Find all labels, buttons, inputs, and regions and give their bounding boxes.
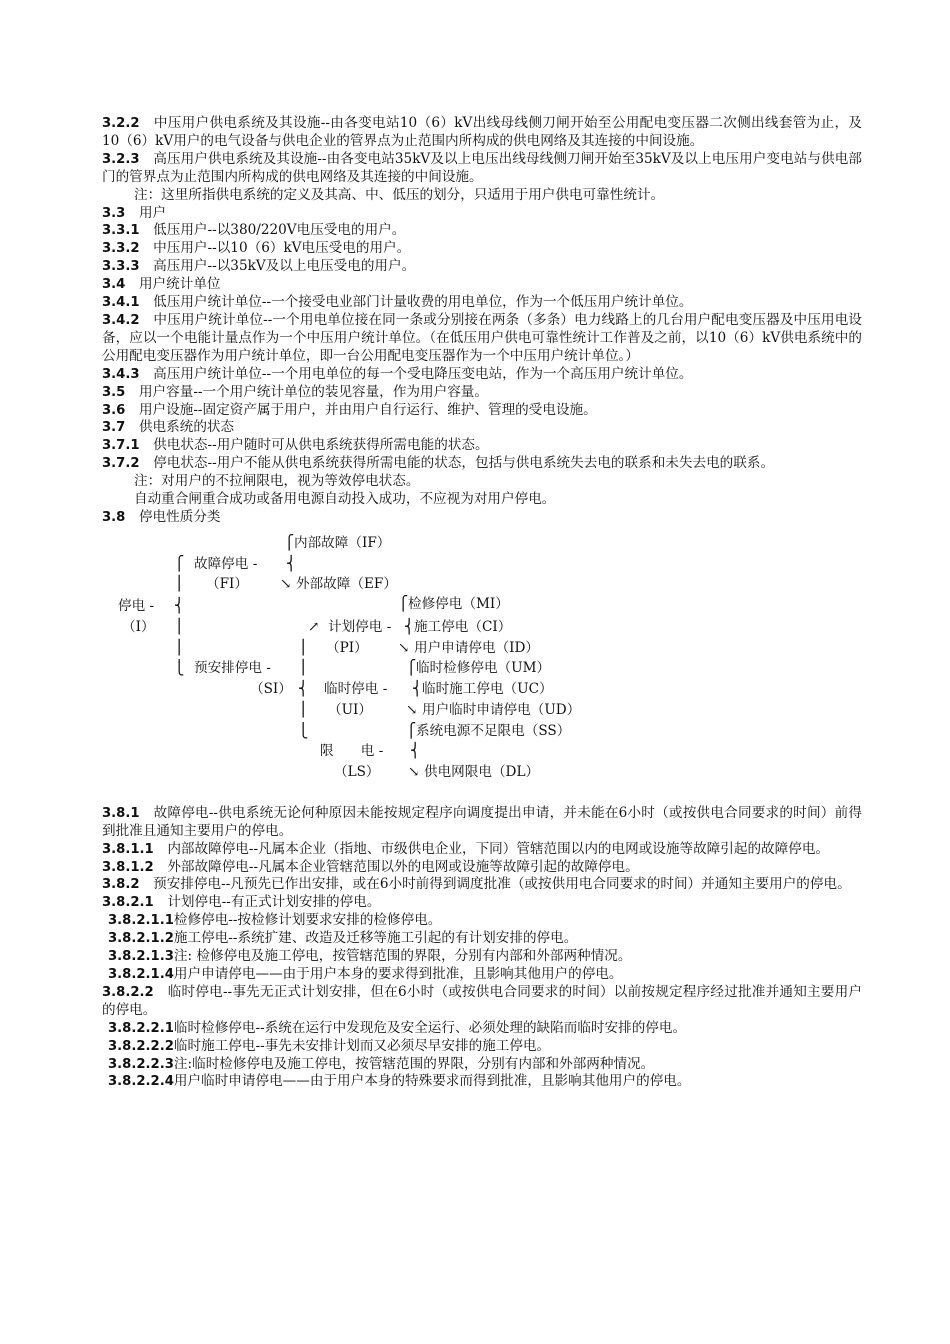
brace: ⎧: [398, 595, 409, 612]
clause-number: 3.8.1: [102, 805, 140, 821]
clause-text: 用户临时申请停电——由于用户本身的特殊要求而得到批准，且影响其他用户的停电。: [173, 1073, 691, 1090]
clause-text: 用户: [138, 204, 167, 221]
paragraph: [102, 1020, 862, 1038]
clause-text: 低压用户--以380/220V电压受电的用户。: [153, 222, 406, 239]
paragraph: [102, 151, 862, 187]
planned-outage-label: 计划停电 -: [328, 618, 392, 635]
paragraph: [102, 1056, 862, 1074]
brace: ⎪: [174, 639, 185, 656]
clause-text: 预安排停电--凡预先已作出安排，或在6小时前得到调度批准（或按供用电合同要求的时间）并通知主要用户的停电。: [153, 876, 851, 893]
clause-number: 3.4.3: [102, 366, 140, 382]
brace: ⎪: [298, 639, 309, 656]
system-shortage-limit-label: 系统电源不足限电（SS）: [416, 722, 571, 739]
paragraph: [102, 1073, 862, 1091]
maintenance-outage-label: 检修停电（MI）: [408, 595, 509, 612]
clause-text: 注:临时检修停电及施工停电，按管辖范围的界限，分别有内部和外部两种情况。: [173, 1055, 655, 1072]
outage-root-code: （I）: [122, 618, 155, 635]
clause-text: 中压用户--以10（6）kV电压受电的用户。: [153, 240, 411, 257]
internal-fault-label: 内部故障（IF）: [294, 534, 391, 551]
paragraph: [102, 455, 862, 473]
paragraph: [102, 1038, 862, 1056]
limit-label: 限 电 -: [320, 742, 384, 759]
paragraph: [102, 876, 862, 894]
document-body: [102, 115, 862, 1091]
clause-number: 3.3.1: [102, 223, 140, 239]
temp-maintenance-outage-label: 临时检修停电（UM）: [416, 659, 551, 676]
clause-text: 停电状态--用户不能从供电系统获得所需电能的状态，包括与供电系统失去电的联系和未失去电的联系。: [153, 455, 775, 472]
clause-number: 3.8.1.2: [102, 859, 154, 875]
brace: ⎨: [412, 680, 423, 697]
clause-number: 3.8: [102, 509, 126, 525]
paragraph: [102, 240, 862, 258]
brace: ⎨: [174, 597, 185, 614]
paragraph: [102, 894, 862, 912]
paragraph: [102, 841, 862, 859]
paragraph: [102, 509, 862, 527]
clause-text: 临时停电--事先无正式计划安排，但在6小时（或按供电合同要求的时间）以前按规定程序经过批准并通知主要用户的停电。: [102, 983, 862, 1018]
paragraph: [102, 473, 862, 491]
paragraph: [102, 294, 862, 312]
paragraph: [102, 930, 862, 948]
brace: ⎪: [174, 575, 185, 592]
clause-text: 低压用户统计单位--一个接受电业部门计量收费的用电单位，作为一个低压用户统计单位。: [153, 294, 693, 311]
clause-text: 高压用户供电系统及其设施--由各变电站35kV及以上电压出线母线侧刀闸开始至35kV及以上电压用户变电站与供电部门的管界点为止范围内所构成的供电网络及其连接的中间设施。: [102, 150, 863, 185]
clause-text: 中压用户供电系统及其设施--由各变电站10（6）kV出线母线侧刀闸开始至公用配电变压器二次侧出线套管为止，及10（6）kV用户的电气设备与供电企业的管界点为止范围内所构成的供电网络及其连接的中间设施。: [102, 115, 863, 149]
paragraph: [102, 312, 862, 366]
clause-text: 注：对用户的不拉闸限电，视为等效停电状态。: [134, 473, 420, 490]
clause-text: 供电系统的状态: [138, 419, 235, 436]
clause-text: 注：这里所指供电系统的定义及其高、中、低压的划分，只适用于用户供电可靠性统计。: [134, 186, 665, 203]
clause-text: 临时施工停电--事先未安排计划而又必须尽早安排的施工停电。: [173, 1037, 551, 1054]
paragraph: [102, 384, 862, 402]
arrow-down-right-icon: ↘: [408, 763, 420, 780]
brace: ⎩: [174, 659, 185, 676]
arrow-up-right-icon: ↗: [308, 618, 320, 635]
grid-limit-label: 供电网限电（DL）: [424, 763, 540, 780]
outage-classification-diagram: [102, 533, 862, 799]
clause-text: 施工停电--系统扩建、改造及迁移等施工引起的有计划安排的停电。: [173, 930, 578, 947]
paragraph: [102, 966, 862, 984]
clause-text: 自动重合闸重合成功或备用电源自动投入成功，不应视为对用户停电。: [134, 491, 556, 508]
user-request-outage-label: 用户申请停电（ID）: [414, 639, 540, 656]
clause-text: 注: 检修停电及施工停电，按管辖范围的界限，分别有内部和外部两种情况。: [173, 948, 632, 965]
clause-text: 内部故障停电--凡属本企业（指地、市级供电企业，下同）管辖范围以内的电网或设施等故障引起的故障停电。: [167, 840, 830, 857]
paragraph: [102, 276, 862, 294]
clause-text: 计划停电--有正式计划安排的停电。: [167, 894, 381, 911]
paragraph: [102, 984, 862, 1020]
paragraph: [102, 419, 862, 437]
brace: ⎪: [298, 659, 309, 676]
brace: ⎪: [298, 701, 309, 718]
fault-outage-label: 故障停电 -: [194, 555, 258, 572]
clause-number: 3.8.1.1: [102, 841, 154, 857]
section-definitions: [102, 115, 862, 527]
clause-number: 3.4.1: [102, 295, 140, 311]
clause-number: 3.8.2.2.3: [108, 1056, 174, 1072]
brace: ⎧: [174, 555, 185, 572]
clause-text: 用户设施--固定资产属于用户，并由用户自行运行、维护、管理的受电设施。: [138, 401, 597, 418]
external-fault-label: 外部故障（EF）: [296, 575, 397, 592]
brace: ⎨: [404, 618, 415, 635]
paragraph: [102, 859, 862, 877]
arrow-down-right-icon: ↘: [406, 701, 418, 718]
outage-root-label: 停电 -: [118, 597, 155, 614]
clause-number: 3.8.2.2.4: [108, 1074, 174, 1090]
planned-outage-code: （PI）: [326, 639, 368, 656]
clause-number: 3.4: [102, 277, 126, 293]
temp-user-request-outage-label: 用户临时申请停电（UD）: [422, 701, 581, 718]
clause-number: 3.7: [102, 420, 126, 436]
paragraph: [102, 366, 862, 384]
clause-number: 3.8.2.2: [102, 984, 154, 1000]
clause-number: 3.8.2.2.2: [108, 1038, 174, 1054]
brace: ⎧: [406, 659, 417, 676]
brace: ⎪: [174, 618, 185, 635]
clause-text: 故障停电--供电系统无论何种原因未能按规定程序向调度提出申请，并未能在6小时（或按供电合同要求的时间）前得到批准且通知主要用户的停电。: [102, 804, 862, 839]
brace-top: ⎧: [284, 534, 295, 551]
clause-text: 高压用户--以35kV及以上电压受电的用户。: [153, 258, 416, 275]
arrow-down-right-icon: ↘: [398, 639, 410, 656]
paragraph: [102, 437, 862, 455]
clause-number: 3.6: [102, 402, 126, 418]
arrow-down-right-icon: ↘: [280, 575, 292, 592]
paragraph: [102, 948, 862, 966]
temporary-outage-label: 临时停电 -: [324, 680, 388, 697]
brace: ⎨: [286, 555, 297, 572]
paragraph: [102, 805, 862, 841]
clause-number: 3.8.2.1.3: [108, 949, 174, 965]
brace: ⎩: [298, 722, 309, 739]
clause-text: 用户申请停电——由于用户本身的要求得到批准，且影响其他用户的停电。: [173, 966, 623, 982]
fault-outage-code: （FI）: [206, 575, 248, 592]
temp-construction-outage-label: 临时施工停电（UC）: [422, 680, 553, 697]
clause-number: 3.2.2: [102, 116, 140, 131]
paragraph: [102, 187, 862, 205]
clause-text: 供电状态--用户随时可从供电系统获得所需电能的状态。: [153, 437, 489, 454]
clause-number: 3.4.2: [102, 312, 140, 328]
paragraph: [102, 912, 862, 930]
clause-number: 3.7.2: [102, 456, 140, 472]
clause-number: 3.8.2.2.1: [108, 1020, 174, 1036]
scheduled-outage-code: （SI）: [250, 680, 292, 697]
temporary-outage-code: （UI）: [328, 701, 373, 718]
paragraph: [102, 258, 862, 276]
clause-text: 用户统计单位: [138, 276, 221, 293]
clause-text: 高压用户统计单位--一个用电单位的每一个受电降压变电站，作为一个高压用户统计单位。: [153, 365, 693, 382]
paragraph: [102, 205, 862, 223]
clause-text: 检修停电--按检修计划要求安排的检修停电。: [173, 912, 442, 929]
clause-number: 3.8.2.1: [102, 895, 154, 911]
paragraph: [102, 115, 862, 151]
brace: ⎨: [298, 680, 309, 697]
clause-number: 3.3.3: [102, 259, 140, 275]
clause-number: 3.8.2.1.4: [108, 967, 174, 982]
brace: ⎧: [406, 722, 417, 739]
section-outage-definitions: [102, 805, 862, 1092]
clause-number: 3.3.2: [102, 241, 140, 257]
clause-text: 用户容量--一个用户统计单位的装见容量，作为用户容量。: [138, 383, 488, 400]
paragraph: [102, 402, 862, 420]
clause-number: 3.2.3: [102, 151, 140, 167]
clause-text: 临时检修停电--系统在运行中发现危及安全运行、必须处理的缺陷而临时安排的停电。: [173, 1019, 687, 1036]
clause-number: 3.8.2: [102, 877, 140, 893]
clause-text: 中压用户统计单位--一个用电单位接在同一条或分别接在两条（多条）电力线路上的几台用户配电变压器及中压用电设备，应以一个电能计量点作为一个中压用户统计单位。（在低压用户供电可靠性统计工作普及之前，以10（6）kV供电系统中的公用配电变压器作为用户统计单位，即一台公用配电变压器作为一个中压用户统计单位。）: [102, 311, 863, 364]
paragraph: [102, 222, 862, 240]
clause-number: 3.3: [102, 205, 126, 221]
brace: ⎨: [410, 742, 421, 759]
scheduled-outage-label: 预安排停电 -: [194, 659, 271, 676]
construction-outage-label: 施工停电（CI）: [414, 618, 512, 635]
clause-number: 3.7.1: [102, 438, 140, 454]
limit-code: （LS）: [334, 763, 380, 780]
clause-number: 3.8.2.1.2: [108, 931, 174, 947]
clause-number: 3.8.2.1.1: [108, 913, 174, 929]
paragraph: [102, 491, 862, 509]
clause-text: 外部故障停电--凡属本企业管辖范围以外的电网或设施等故障引起的故障停电。: [167, 858, 639, 875]
clause-number: 3.5: [102, 384, 126, 400]
clause-text: 停电性质分类: [138, 508, 221, 525]
